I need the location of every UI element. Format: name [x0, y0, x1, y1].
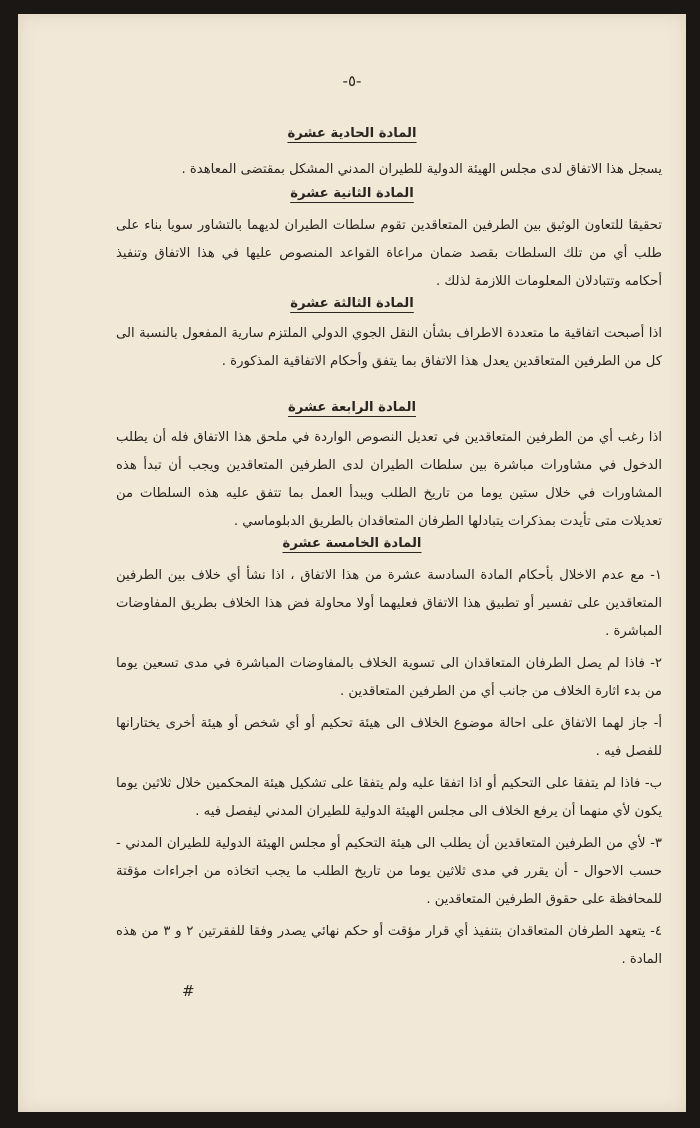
page-number: -٥-: [342, 72, 362, 90]
paragraph: اذا رغب أي من الطرفين المتعاقدين في تعديل النصوص الواردة في ملحق هذا الاتفاق فله أن يطلب الدخول في مشاورات مباشرة بين سلطات الطيران لدى الطرفين المتعاقدين ويجب أن تبدأ هذه المشاورات في خلال ستين يوما من تاريخ الطلب ويبدأ العمل بما تتفق عليه هذه السلطات من تعديلات متى تأيدت بمذكرات يتبادلها الطرفان المتعاقدان بالطريق الدبلوماسي .: [116, 430, 662, 529]
article-heading: المادة الحادية عشرة: [287, 126, 417, 141]
article-heading: المادة الخامسة عشرة: [282, 536, 422, 551]
article-body: [116, 156, 662, 184]
article-body: [116, 212, 662, 296]
paragraph: يسجل هذا الاتفاق لدى مجلس الهيئة الدولية للطيران المدني المشكل بمقتضى المعاهدة .: [181, 162, 662, 177]
article-heading: المادة الثانية عشرة: [290, 186, 414, 201]
paragraph: ١- مع عدم الاخلال بأحكام المادة السادسة عشرة من هذا الاتفاق ، اذا نشأ أي خلاف بين الطرفين المتعاقدين على تفسير أو تطبيق هذا الاتفاق فعليهما أولا محاولة فض هذا الخلاف بطريق المفاوضات المباشرة .: [116, 568, 662, 639]
article-heading: المادة الثالثة عشرة: [290, 296, 414, 311]
paragraph: تحقيقا للتعاون الوثيق بين الطرفين المتعاقدين تقوم سلطات الطيران لديهما بالتشاور سويا بناء على طلب أي من تلك السلطات بقصد ضمان مراعاة القواعد المنصوص عليها في هذا الاتفاق وتنفيذ أحكامه وتتبادلان المعلومات اللازمة لذلك .: [116, 218, 662, 289]
article-body: [116, 320, 662, 376]
document-page: [18, 14, 686, 1112]
article-body: [116, 562, 662, 974]
paragraph: اذا أصبحت اتفاقية ما متعددة الاطراف بشأن النقل الجوي الدولي الملتزم سارية المفعول بالنسبة الى كل من الطرفين المتعاقدين يعدل هذا الاتفاق بما يتفق وأحكام الاتفاقية المذكورة .: [116, 326, 662, 369]
paragraph: ب- فاذا لم يتفقا على التحكيم أو اذا اتفقا عليه ولم يتفقا على تشكيل هيئة المحكمين خلال ثلاثين يوما يكون لأي منهما أن يرفع الخلاف الى مجلس الهيئة الدولية للطيران المدني ليفصل فيه .: [116, 776, 662, 819]
footer-mark: #: [182, 982, 195, 1000]
paragraph: ٣- لأي من الطرفين المتعاقدين أن يطلب الى هيئة التحكيم أو مجلس الهيئة الدولية للطيران المدني - حسب الاحوال - أن يقرر في مدى ثلاثين يوما من تاريخ الطلب ما يجب اتخاذه من اجراءات مؤقتة للمحافظة على حقوق الطرفين المتعاقدين .: [116, 836, 662, 907]
article-body: [116, 424, 662, 536]
paragraph: ٢- فاذا لم يصل الطرفان المتعاقدان الى تسوية الخلاف بالمفاوضات المباشرة في مدى تسعين يوما من بدء اثارة الخلاف من جانب أي من الطرفين المتعاقدين .: [116, 656, 662, 699]
paragraph: أ- جاز لهما الاتفاق على احالة موضوع الخلاف الى هيئة تحكيم أو أي شخص أو هيئة أخرى يختارانها للفصل فيه .: [116, 716, 662, 759]
paragraph: ٤- يتعهد الطرفان المتعاقدان بتنفيذ أي قرار مؤقت أو حكم نهائي يصدر وفقا للفقرتين ٢ و ٣ من هذه المادة .: [116, 924, 662, 967]
article-heading: المادة الرابعة عشرة: [287, 400, 416, 415]
